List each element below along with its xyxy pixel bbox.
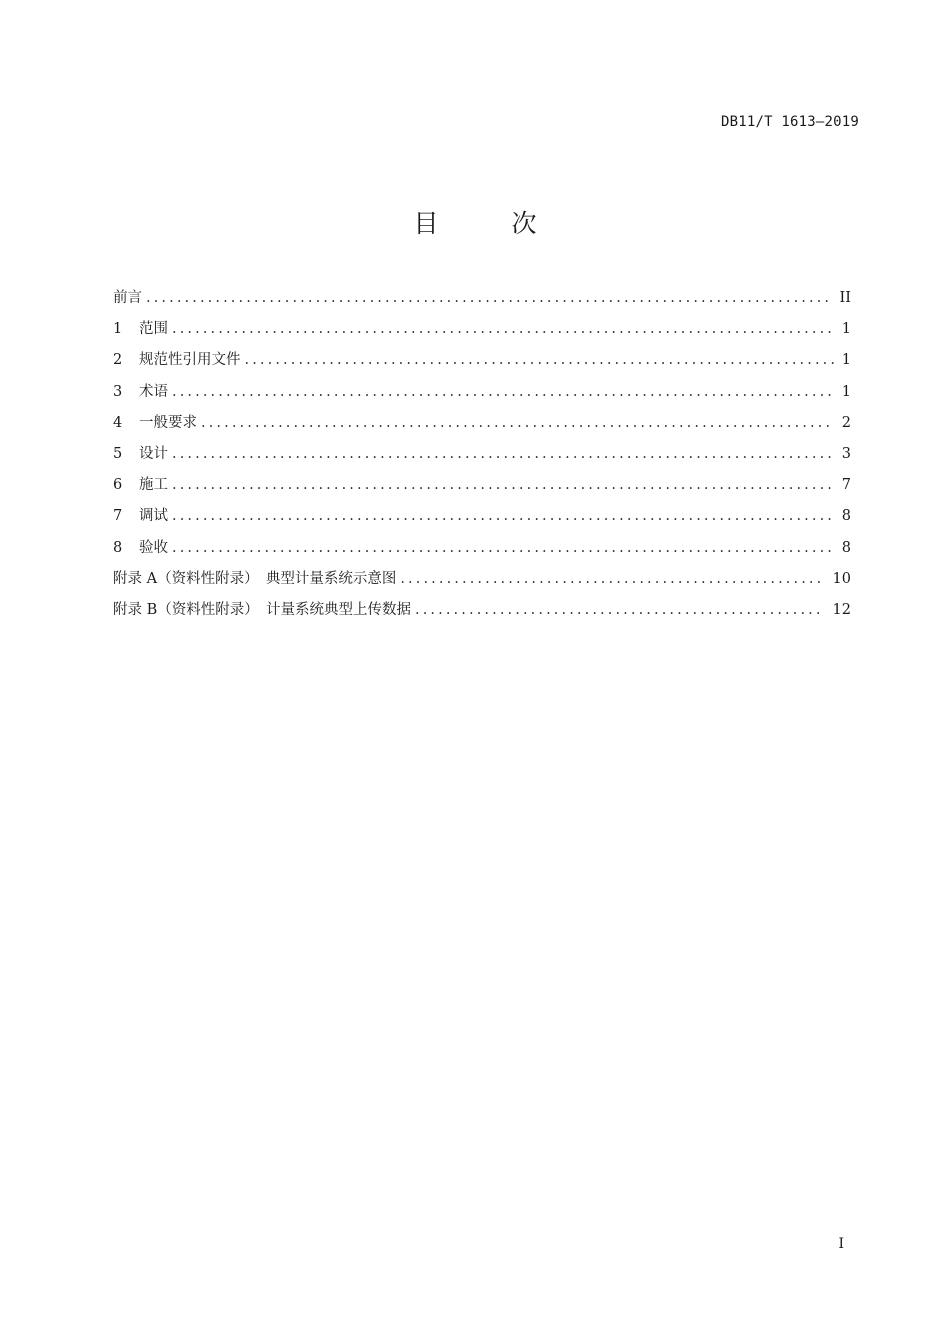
toc-entry-preface[interactable] [113,285,851,316]
toc-entry-label: 附录 B（资料性附录） 计量系统典型上传数据 [113,601,412,618]
toc-entry-page: 8 [841,539,851,556]
toc-entry-page: 10 [832,570,851,587]
toc-entry-label: 施工 [139,477,168,494]
toc-leader-dots [245,347,834,373]
table-of-contents [113,285,851,628]
toc-entry-number: 1 [113,321,123,338]
toc-entry-page: 12 [832,601,851,618]
toc-leader-dots [172,472,834,498]
toc-entry-number: 4 [113,414,123,431]
toc-entry-page: 8 [841,508,851,525]
toc-entry-number: 5 [113,445,123,462]
toc-entry-design[interactable] [113,441,851,472]
toc-entry-acceptance[interactable] [113,535,851,566]
toc-entry-number: 8 [113,539,123,556]
toc-leader-dots [415,597,825,623]
document-code: DB11/T 1613—2019 [720,114,859,130]
toc-entry-page: II [839,290,851,306]
toc-leader-dots [172,441,834,467]
toc-entry-label: 设计 [139,445,168,462]
toc-entry-construction[interactable] [113,472,851,503]
toc-entry-number: 6 [113,477,123,494]
toc-entry-label: 术语 [139,383,168,400]
toc-entry-label: 前言 [113,290,142,306]
toc-entry-appendix-a[interactable] [113,566,851,597]
toc-leader-dots [400,566,824,592]
toc-entry-commissioning[interactable] [113,503,851,534]
toc-entry-label: 验收 [139,539,168,556]
toc-entry-page: 1 [841,352,851,369]
toc-entry-page: 2 [841,414,851,431]
toc-entry-normative-references[interactable] [113,347,851,378]
toc-leader-dots [172,379,834,405]
toc-entry-page: 7 [841,477,851,494]
toc-entry-terms[interactable] [113,379,851,410]
toc-entry-appendix-b[interactable] [113,597,851,628]
toc-leader-dots [172,503,834,529]
toc-leader-dots [146,285,832,311]
toc-entry-page: 3 [841,445,851,462]
toc-entry-number: 7 [113,508,123,525]
toc-title: 目 次 [413,209,561,238]
toc-entry-label: 范围 [139,321,168,338]
toc-entry-page: 1 [841,321,851,338]
page-number: I [838,1236,844,1252]
toc-entry-number: 3 [113,383,123,400]
toc-leader-dots [172,316,834,342]
toc-entry-label: 规范性引用文件 [139,352,241,369]
toc-leader-dots [172,535,834,561]
toc-entry-label: 调试 [139,508,168,525]
toc-entry-number: 2 [113,352,123,369]
toc-entry-general-requirements[interactable] [113,410,851,441]
toc-entry-scope[interactable] [113,316,851,347]
toc-leader-dots [201,410,834,436]
toc-entry-label: 一般要求 [139,414,197,431]
toc-entry-page: 1 [841,383,851,400]
toc-entry-label: 附录 A（资料性附录） 典型计量系统示意图 [113,570,397,587]
